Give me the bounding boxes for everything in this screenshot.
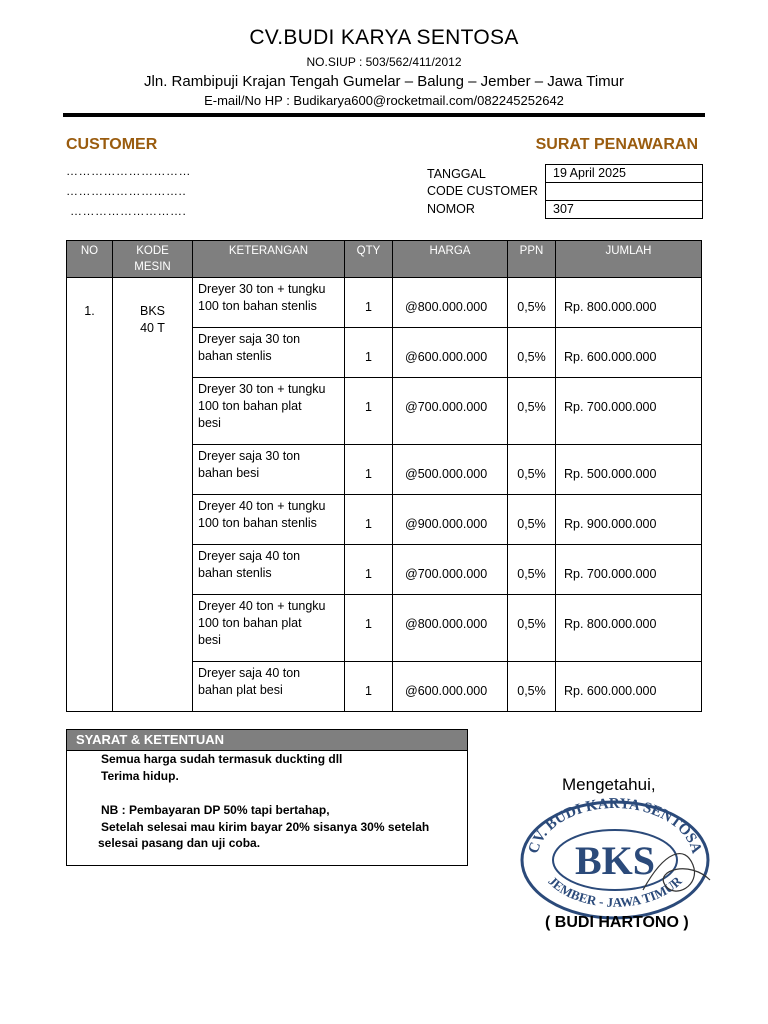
price-cell [393, 545, 508, 595]
total-cell [556, 495, 702, 545]
table-header-row [67, 241, 702, 278]
description-cell [193, 378, 345, 445]
date-value: 19 April 2025 [546, 165, 702, 183]
description-line: 100 ton bahan stenlis [198, 299, 317, 313]
price-cell [393, 445, 508, 495]
description-line: Dreyer 40 ton + tungku [198, 499, 326, 513]
price-value: @500.000.000 [405, 467, 488, 481]
description-line: Dreyer saja 40 ton [198, 666, 301, 680]
description-line: besi [198, 633, 221, 647]
qty-cell [345, 278, 393, 328]
table-row [67, 278, 702, 328]
acknowledged-label: Mengetahui, [562, 775, 656, 794]
total-value: Rp. 700.000.000 [564, 400, 657, 414]
siup-number: NO.SIUP : 503/562/411/2012 [306, 55, 462, 69]
total-cell [556, 545, 702, 595]
qty-value: 1 [365, 617, 372, 631]
total-cell [556, 328, 702, 378]
company-stamp [515, 790, 715, 920]
price-value: @800.000.000 [405, 617, 488, 631]
description-line: bahan besi [198, 466, 260, 480]
description-line: Dreyer saja 30 ton [198, 332, 301, 346]
tax-value: 0,5% [517, 350, 546, 364]
header-kode-line2: MESIN [134, 261, 171, 273]
term-line-4: Setelah selesai mau kirim bayar 20% sisanya 30% setelah [101, 820, 430, 834]
description-line: Dreyer saja 30 ton [198, 449, 301, 463]
date-label: TANGGAL [427, 167, 486, 181]
offer-heading: SURAT PENAWARAN [535, 136, 698, 153]
price-cell [393, 495, 508, 545]
terms-box [66, 729, 468, 866]
qty-cell [345, 662, 393, 712]
total-cell [556, 378, 702, 445]
description-cell [193, 278, 345, 328]
tax-cell [508, 378, 556, 445]
header-qty: QTY [345, 241, 393, 278]
tax-value: 0,5% [517, 467, 546, 481]
description-line: Dreyer 30 ton + tungku [198, 282, 326, 296]
term-line-5: selesai pasang dan uji coba. [98, 836, 261, 850]
description-cell [193, 662, 345, 712]
description-cell [193, 328, 345, 378]
tax-cell [508, 545, 556, 595]
header-ppn: PPN [508, 241, 556, 278]
description-cell [193, 545, 345, 595]
tax-value: 0,5% [517, 400, 546, 414]
price-value: @900.000.000 [405, 517, 488, 531]
tax-value: 0,5% [517, 567, 546, 581]
tax-cell [508, 278, 556, 328]
price-value: @600.000.000 [405, 350, 488, 364]
description-cell [193, 445, 345, 495]
total-value: Rp. 800.000.000 [564, 300, 657, 314]
tax-value: 0,5% [517, 684, 546, 698]
stamp-center-text: BKS [574, 838, 656, 883]
qty-cell [345, 328, 393, 378]
tax-cell [508, 445, 556, 495]
total-cell [556, 445, 702, 495]
qty-cell [345, 545, 393, 595]
customer-code-label: CODE CUSTOMER [427, 184, 538, 198]
description-line: bahan stenlis [198, 566, 272, 580]
price-cell [393, 328, 508, 378]
stamp-top-text: CV. BUDI KARYA SENTOSA [525, 795, 705, 856]
description-cell [193, 495, 345, 545]
qty-cell [345, 445, 393, 495]
description-line: bahan plat besi [198, 683, 283, 697]
terms-heading: SYARAT & KETENTUAN [67, 730, 467, 751]
header-no: NO [67, 241, 113, 278]
price-table [66, 240, 702, 712]
qty-value: 1 [365, 467, 372, 481]
number-value: 307 [553, 202, 574, 216]
tax-cell [508, 495, 556, 545]
qty-value: 1 [365, 300, 372, 314]
qty-value: 1 [365, 350, 372, 364]
company-address: Jln. Rambipuji Krajan Tengah Gumelar – Balung – Jember – Jawa Timur [144, 73, 624, 90]
header-kode [113, 241, 193, 278]
total-cell [556, 278, 702, 328]
price-value: @800.000.000 [405, 300, 488, 314]
row-number: 1. [84, 304, 95, 318]
total-value: Rp. 900.000.000 [564, 517, 657, 531]
description-line: Dreyer 30 ton + tungku [198, 382, 326, 396]
header-divider [63, 113, 705, 117]
row-number-cell [67, 278, 113, 712]
header-harga: HARGA [393, 241, 508, 278]
customer-code-value [546, 183, 702, 201]
total-value: Rp. 800.000.000 [564, 617, 657, 631]
customer-heading: CUSTOMER [66, 136, 158, 153]
qty-cell [345, 595, 393, 662]
customer-line-2: ……………………….. [66, 184, 187, 198]
customer-line-3: ………………………. [70, 204, 187, 218]
description-line: 100 ton bahan plat [198, 399, 302, 413]
term-line-3: NB : Pembayaran DP 50% tapi bertahap, [101, 803, 330, 817]
term-line-1: Semua harga sudah termasuk duckting dll [101, 752, 343, 766]
qty-cell [345, 495, 393, 545]
tax-cell [508, 595, 556, 662]
qty-value: 1 [365, 567, 372, 581]
header-jumlah: JUMLAH [556, 241, 702, 278]
description-line: Dreyer 40 ton + tungku [198, 599, 326, 613]
tax-value: 0,5% [517, 300, 546, 314]
stamp-bottom-text: JEMBER - JAWA TIMUR [545, 873, 685, 910]
qty-value: 1 [365, 517, 372, 531]
qty-value: 1 [365, 684, 372, 698]
qty-value: 1 [365, 400, 372, 414]
total-value: Rp. 600.000.000 [564, 684, 657, 698]
tax-value: 0,5% [517, 617, 546, 631]
description-line: bahan stenlis [198, 349, 272, 363]
total-value: Rp. 700.000.000 [564, 567, 657, 581]
price-value: @600.000.000 [405, 684, 488, 698]
description-line: 100 ton bahan stenlis [198, 516, 317, 530]
price-cell [393, 662, 508, 712]
tax-cell [508, 328, 556, 378]
total-cell [556, 595, 702, 662]
header-keterangan: KETERANGAN [193, 241, 345, 278]
customer-line-1: ………………………… [66, 164, 191, 178]
total-value: Rp. 500.000.000 [564, 467, 657, 481]
number-label: NOMOR [427, 202, 475, 216]
tax-value: 0,5% [517, 517, 546, 531]
price-cell [393, 595, 508, 662]
company-name: CV.BUDI KARYA SENTOSA [249, 26, 519, 49]
qty-cell [345, 378, 393, 445]
signer-name: ( BUDI HARTONO ) [545, 914, 689, 931]
price-cell [393, 278, 508, 328]
company-contact: E-mail/No HP : Budikarya600@rocketmail.com/082245252642 [204, 93, 564, 108]
offer-meta-box [545, 164, 703, 219]
description-cell [193, 595, 345, 662]
machine-code-line1: BKS [139, 304, 165, 318]
price-value: @700.000.000 [405, 400, 488, 414]
machine-code-line2: 40 T [140, 321, 165, 335]
description-line: Dreyer saja 40 ton [198, 549, 301, 563]
tax-cell [508, 662, 556, 712]
header-kode-line1: KODE [136, 245, 169, 257]
total-value: Rp. 600.000.000 [564, 350, 657, 364]
price-cell [393, 378, 508, 445]
total-cell [556, 662, 702, 712]
description-line: besi [198, 416, 221, 430]
term-line-2: Terima hidup. [101, 769, 179, 783]
description-line: 100 ton bahan plat [198, 616, 302, 630]
machine-code-cell [113, 278, 193, 712]
price-value: @700.000.000 [405, 567, 488, 581]
